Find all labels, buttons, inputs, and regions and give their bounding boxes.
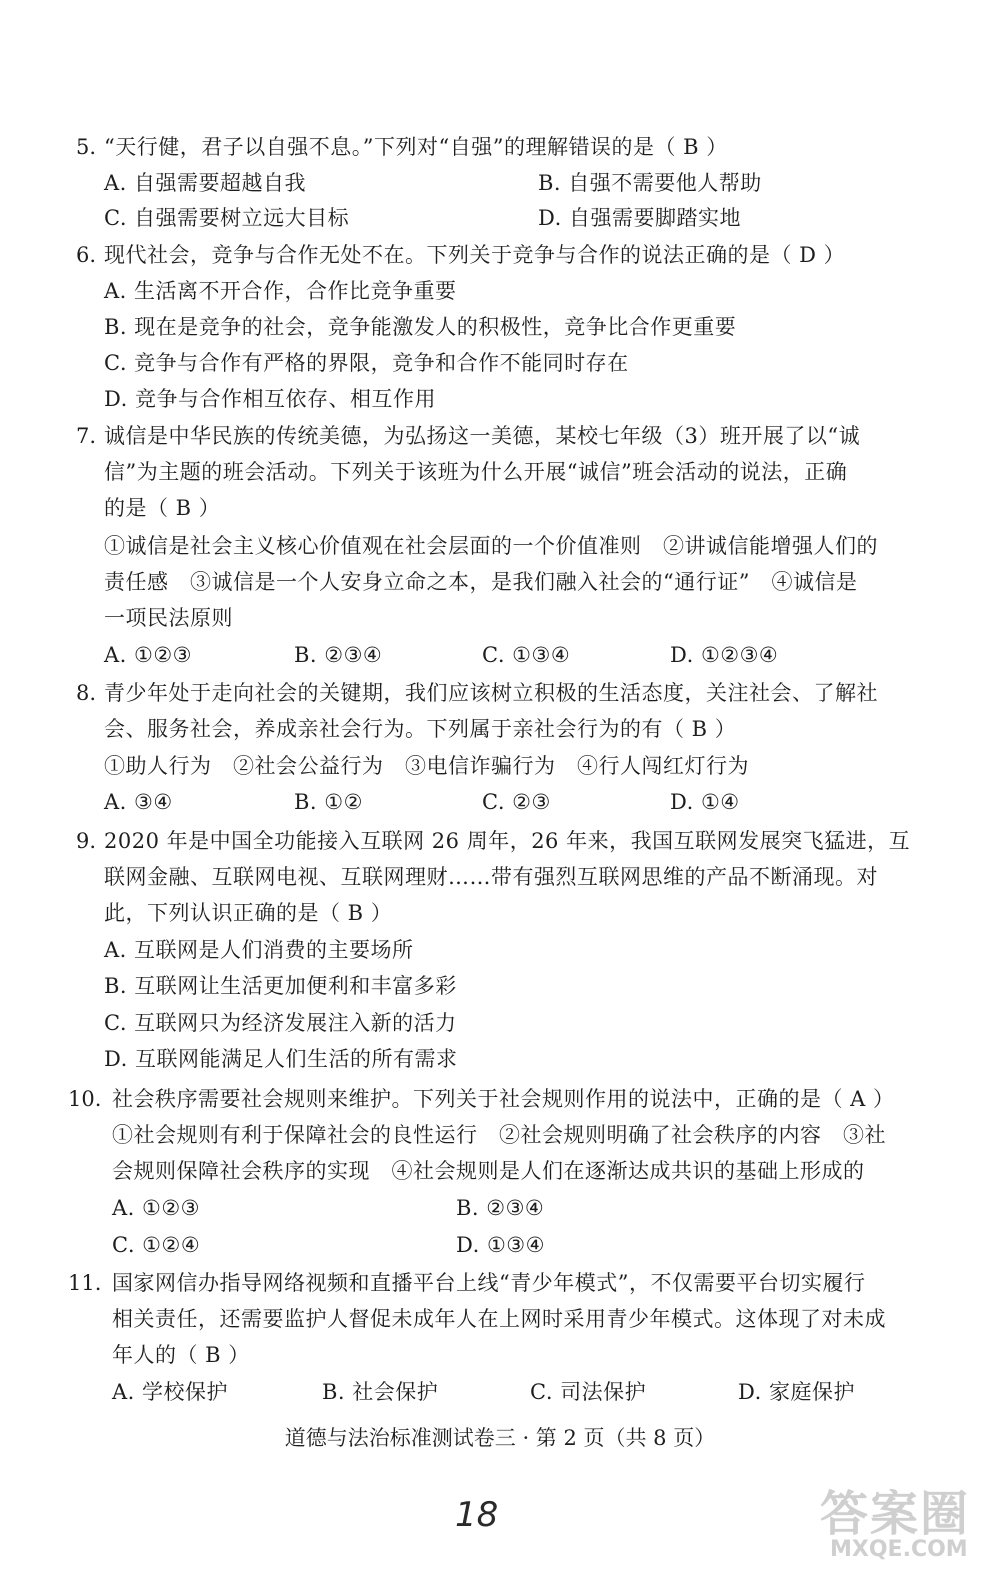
option-a: A. ①②③ [104, 643, 192, 667]
option-d: D. 自强需要脚踏实地 [538, 206, 741, 230]
question-10-statement-line: 会规则保障社会秩序的实现 ④社会规则是人们在逐渐达成共识的基础上形成的 [112, 1159, 865, 1183]
option-c: C. ①②④ [112, 1233, 201, 1257]
option-c: C. 自强需要树立远大目标 [104, 206, 350, 230]
question-7-stem-line: 的是（ B ） [104, 496, 221, 520]
question-6-number: 6. [76, 243, 97, 267]
handwritten-page-number: 18 [455, 1495, 499, 1535]
logo-url: MXQE.COM [830, 1537, 968, 1562]
question-7-statement-line: ①诚信是社会主义核心价值观在社会层面的一个价值准则 ②讲诚信能增强人们的 [104, 534, 878, 558]
question-9-stem-line: 联网金融、互联网电视、互联网理财……带有强烈互联网思维的产品不断涌现。对 [104, 865, 878, 889]
option-c: C. 竞争与合作有严格的界限，竞争和合作不能同时存在 [104, 351, 629, 375]
option-d: D. 竞争与合作相互依存、相互作用 [104, 387, 436, 411]
question-11-stem-line: 国家网信办指导网络视频和直播平台上线“青少年模式”，不仅需要平台切实履行 [112, 1271, 866, 1295]
option-b: B. ②③④ [294, 643, 383, 667]
option-d: D. ①④ [670, 790, 740, 814]
option-a: A. 生活离不开合作，合作比竞争重要 [104, 279, 457, 303]
question-8-statements: ①助人行为 ②社会公益行为 ③电信诈骗行为 ④行人闯红灯行为 [104, 754, 749, 778]
question-9-number: 9. [76, 829, 97, 853]
question-7-number: 7. [76, 424, 97, 448]
option-b: B. 互联网让生活更加便利和丰富多彩 [104, 974, 457, 998]
option-c: C. ①③④ [482, 643, 571, 667]
logo-text: 答案圈 [820, 1486, 971, 1542]
watermark-logo [800, 1475, 990, 1570]
option-b: B. 现在是竞争的社会，竞争能激发人的积极性，竞争比合作更重要 [104, 315, 737, 339]
option-d: D. 家庭保护 [738, 1380, 855, 1404]
option-c: C. ②③ [482, 790, 551, 814]
option-d: D. 互联网能满足人们生活的所有需求 [104, 1047, 458, 1071]
question-8-stem-line: 青少年处于走向社会的关键期，我们应该树立积极的生活态度，关注社会、了解社 [104, 681, 878, 705]
option-c: C. 司法保护 [530, 1380, 647, 1404]
option-b: B. ②③④ [456, 1196, 545, 1220]
option-a: A. 自强需要超越自我 [104, 171, 307, 195]
question-7-stem-line: 诚信是中华民族的传统美德，为弘扬这一美德，某校七年级（3）班开展了以“诚 [104, 424, 861, 448]
question-10-statement-line: ①社会规则有利于保障社会的良性运行 ②社会规则明确了社会秩序的内容 ③社 [112, 1123, 886, 1147]
question-11-stem-line: 相关责任，还需要监护人督促未成年人在上网时采用青少年模式。这体现了对未成 [112, 1307, 886, 1331]
question-5-number: 5. [76, 135, 97, 159]
page-footer: 道德与法治标准测试卷三 · 第 2 页（共 8 页） [284, 1426, 716, 1450]
option-d: D. ①③④ [456, 1233, 545, 1257]
option-b: B. 社会保护 [322, 1380, 439, 1404]
question-8-stem-line: 会、服务社会，养成亲社会行为。下列属于亲社会行为的有（ B ） [104, 717, 737, 741]
question-5-stem: “天行健，君子以自强不息。”下列对“自强”的理解错误的是（ B ） [104, 135, 728, 159]
question-10-stem: 社会秩序需要社会规则来维护。下列关于社会规则作用的说法中，正确的是（ A ） [112, 1087, 895, 1111]
question-11-stem-line: 年人的（ B ） [112, 1343, 250, 1367]
question-8-number: 8. [76, 681, 97, 705]
question-7-stem-line: 信”为主题的班会活动。下列关于该班为什么开展“诚信”班会活动的说法，正确 [104, 460, 848, 484]
question-10-number: 10. [68, 1087, 102, 1111]
question-7-statement-line: 一项民法原则 [104, 606, 233, 630]
option-a: A. ①②③ [112, 1196, 200, 1220]
option-a: A. 互联网是人们消费的主要场所 [104, 938, 414, 962]
question-9-stem-line: 此，下列认识正确的是（ B ） [104, 901, 393, 925]
option-b: B. 自强不需要他人帮助 [538, 171, 762, 195]
question-11-number: 11. [68, 1271, 102, 1295]
option-a: A. 学校保护 [112, 1380, 229, 1404]
option-b: B. ①② [294, 790, 363, 814]
option-c: C. 互联网只为经济发展注入新的活力 [104, 1011, 457, 1035]
question-6-stem: 现代社会，竞争与合作无处不在。下列关于竞争与合作的说法正确的是（ D ） [104, 243, 846, 267]
question-7-statement-line: 责任感 ③诚信是一个人安身立命之本，是我们融入社会的“通行证” ④诚信是 [104, 570, 858, 594]
option-d: D. ①②③④ [670, 643, 779, 667]
option-a: A. ③④ [104, 790, 173, 814]
question-9-stem-line: 2020 年是中国全功能接入互联网 26 周年，26 年来，我国互联网发展突飞猛进，互 [104, 829, 911, 853]
